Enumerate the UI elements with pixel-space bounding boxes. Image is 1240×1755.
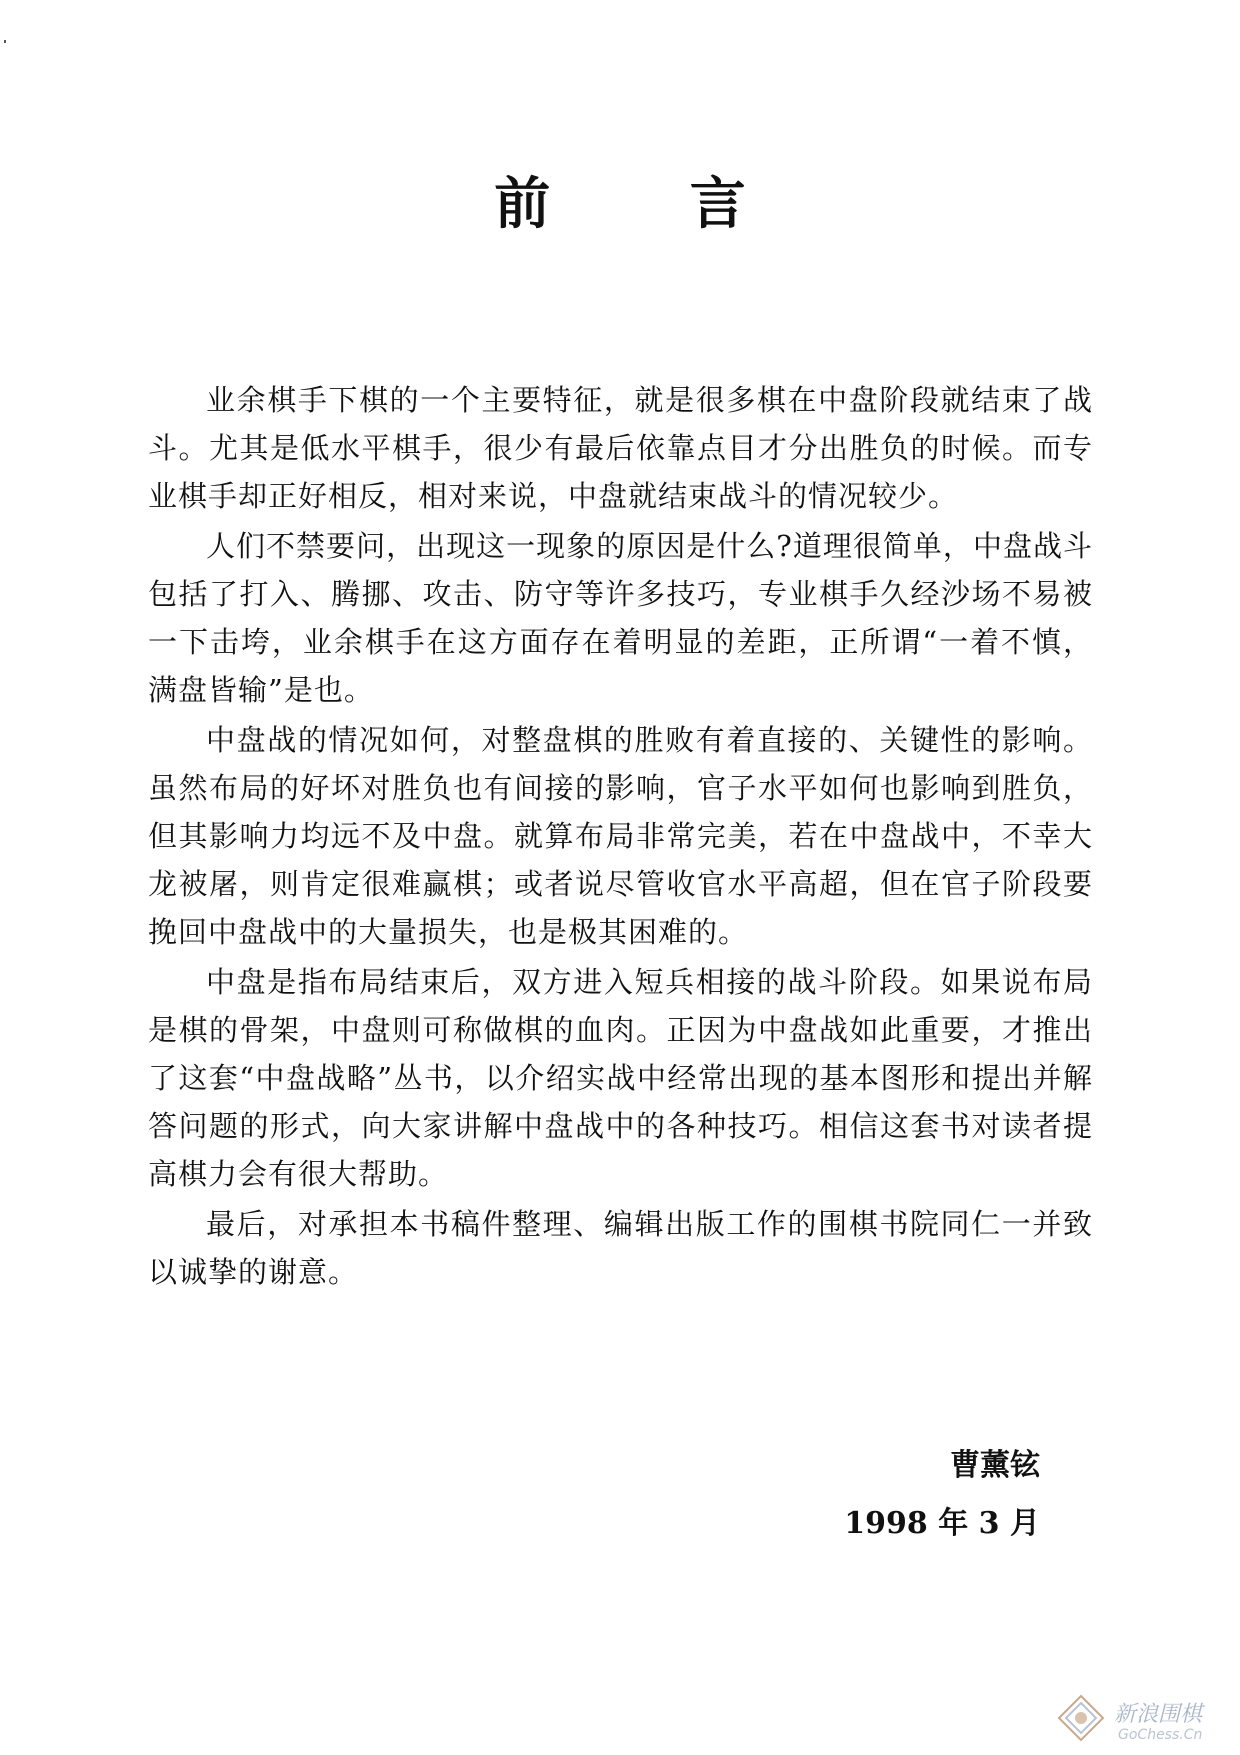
paragraph: 中盘战的情况如何，对整盘棋的胜败有着直接的、关键性的影响。虽然布局的好坏对胜负也有间接的影响，官子水平如何也影响到胜负，但其影响力均远不及中盘。就算布局非常完美，若在中盘战中，不幸大龙被屠，则肯定很难赢棋；或者说尽管收官水平高超，但在官子阶段要挽回中盘战中的大量损失，也是极其困难的。 (148, 723, 1093, 949)
preface-body (148, 376, 1093, 1298)
paragraph: 中盘是指布局结束后，双方进入短兵相接的战斗阶段。如果说布局是棋的骨架，中盘则可称做棋的血肉。正因为中盘战如此重要，才推出了这套“中盘战略”丛书，以介绍实战中经常出现的基本图形和提出并解答问题的形式，向大家讲解中盘战中的各种技巧。相信这套书对读者提高棋力会有很大帮助。 (148, 965, 1093, 1191)
scan-speck (4, 40, 6, 43)
paragraph: 人们不禁要问，出现这一现象的原因是什么?道理很简单，中盘战斗包括了打入、腾挪、攻击、防守等许多技巧，专业棋手久经沙场不易被一下击垮，业余棋手在这方面存在着明显的差距，正所谓“一着不慎，满盘皆输”是也。 (148, 529, 1093, 707)
diamond-go-logo-icon (1056, 1693, 1106, 1743)
author-signature: 曹薰铉 (950, 1448, 1040, 1483)
watermark-text: 新浪围棋 (1114, 1702, 1203, 1727)
page-title: 前 言 (494, 172, 806, 237)
signature-date: 1998 年 3 月 (844, 1506, 1040, 1541)
watermark-subtext: GoChess.Cn (1118, 1727, 1203, 1743)
watermark (1052, 1689, 1232, 1749)
paragraph: 最后，对承担本书稿件整理、编辑出版工作的围棋书院同仁一并致以诚挚的谢意。 (148, 1207, 1093, 1289)
paragraph: 业余棋手下棋的一个主要特征，就是很多棋在中盘阶段就结束了战斗。尤其是低水平棋手，很少有最后依靠点目才分出胜负的时候。而专业棋手却正好相反，相对来说，中盘就结束战斗的情况较少。 (148, 383, 1093, 513)
